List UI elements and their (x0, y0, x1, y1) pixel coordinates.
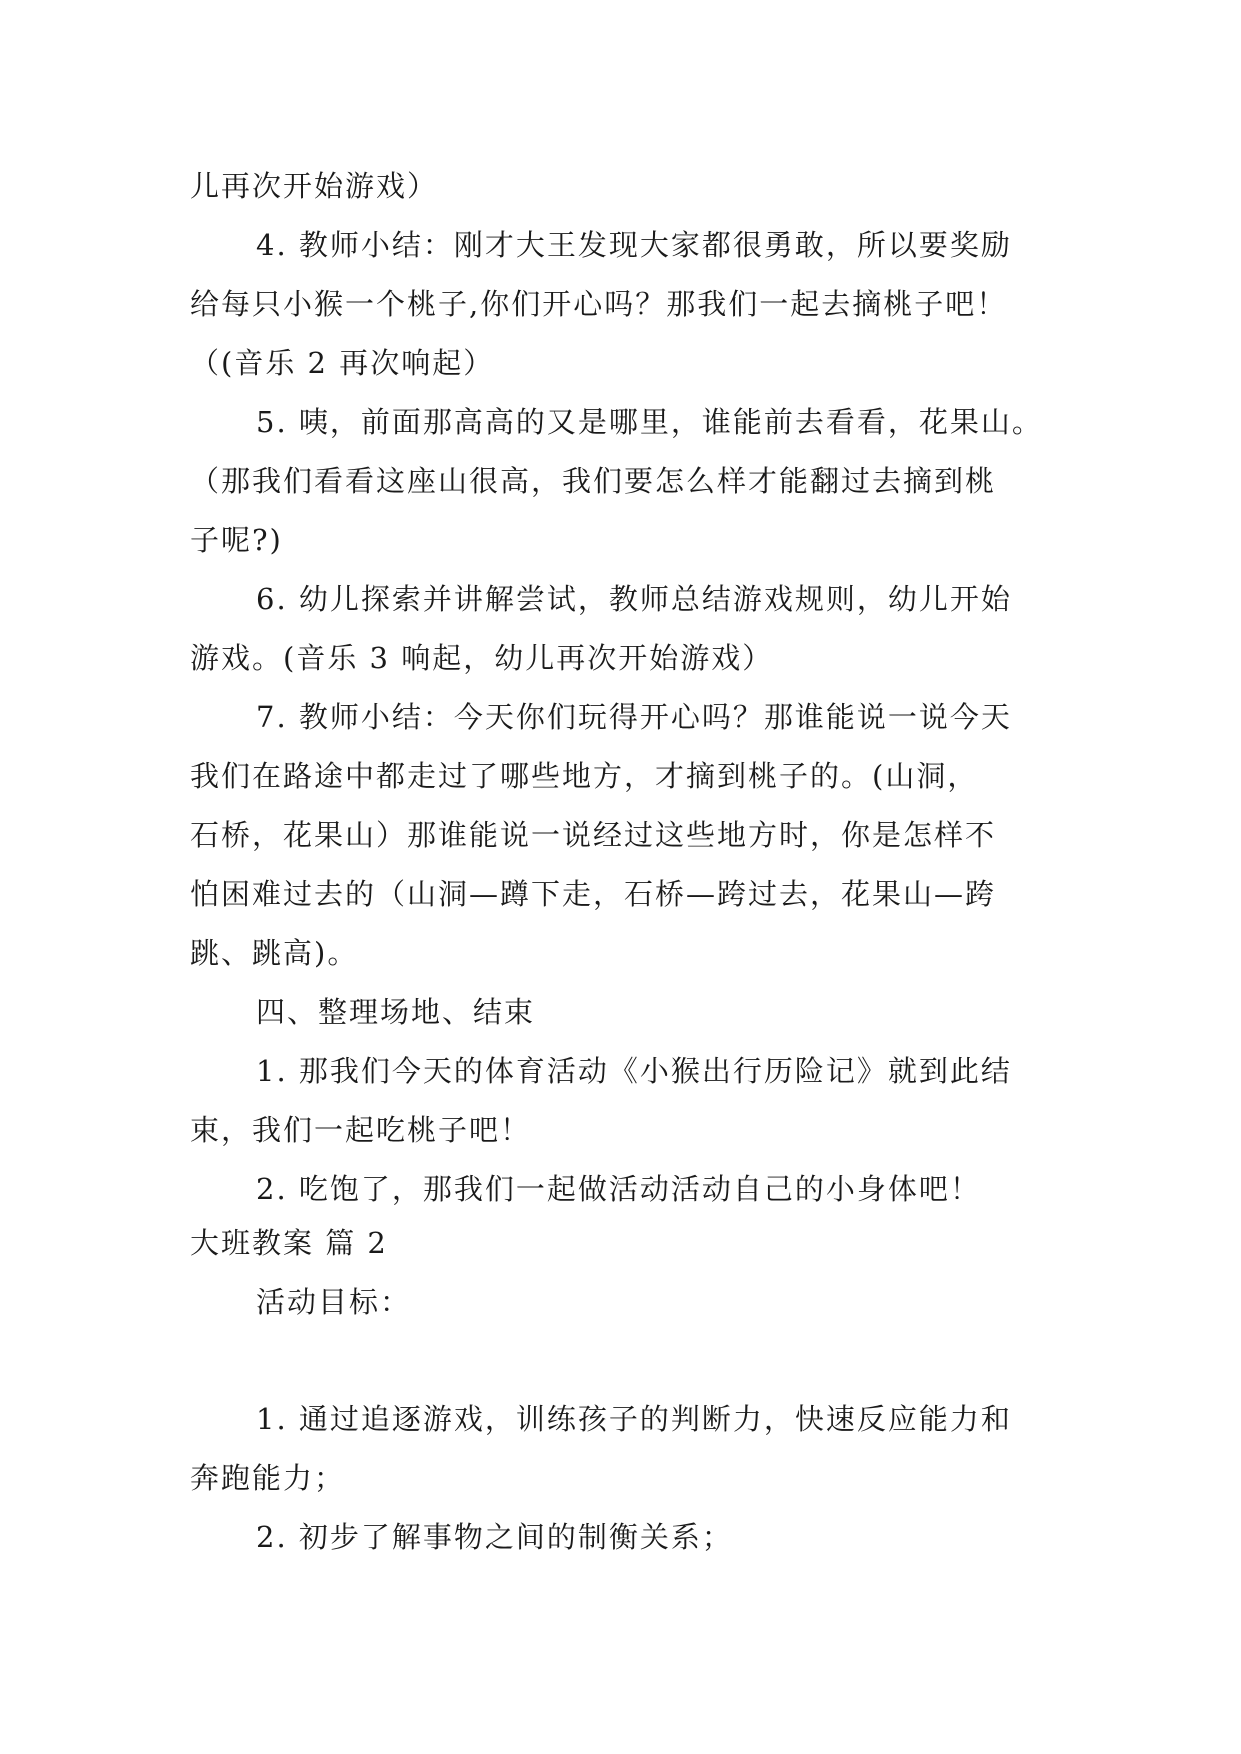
text-line: 2. 吃饱了，那我们一起做活动活动自己的小身体吧！ (256, 1172, 981, 1206)
text-line: 1. 那我们今天的体育活动《小猴出行历险记》就到此结 (256, 1054, 1012, 1088)
text-line: （那我们看看这座山很高，我们要怎么样才能翻过去摘到桃 (190, 464, 997, 498)
text-line: 6. 幼儿探索并讲解尝试，教师总结游戏规则，幼儿开始 (256, 582, 1012, 616)
section-heading: 活动目标： (256, 1285, 412, 1319)
text-line: 石桥，花果山）那谁能说一说经过这些地方时，你是怎样不 (190, 818, 997, 852)
text-line: 游戏。(音乐 3 响起，幼儿再次开始游戏） (190, 641, 774, 675)
text-line: 2. 初步了解事物之间的制衡关系； (256, 1520, 733, 1554)
text-line: 我们在路途中都走过了哪些地方，才摘到桃子的。(山洞， (190, 759, 979, 793)
text-line: 奔跑能力； (190, 1461, 346, 1495)
text-line: （(音乐 2 再次响起） (190, 346, 495, 380)
text-line: 跳、跳高)。 (190, 936, 359, 970)
text-line: 5. 咦，前面那高高的又是哪里，谁能前去看看，花果山。 (256, 405, 1043, 439)
chapter-title: 大班教案 篇 2 (190, 1226, 388, 1260)
text-line: 儿再次开始游戏） (190, 169, 439, 203)
text-line: 子呢?) (190, 523, 283, 557)
section-heading: 四、整理场地、结束 (256, 995, 536, 1029)
text-line: 7. 教师小结：今天你们玩得开心吗？那谁能说一说今天 (256, 700, 1012, 734)
text-line: 4. 教师小结：刚才大王发现大家都很勇敢，所以要奖励 (256, 228, 1012, 262)
text-line: 怕困难过去的（山洞—蹲下走，石桥—跨过去，花果山—跨 (190, 877, 997, 911)
text-line: 给每只小猴一个桃子,你们开心吗？那我们一起去摘桃子吧！ (190, 287, 1008, 321)
text-line: 1. 通过追逐游戏，训练孩子的判断力，快速反应能力和 (256, 1402, 1012, 1436)
text-line: 束，我们一起吃桃子吧！ (190, 1113, 532, 1147)
